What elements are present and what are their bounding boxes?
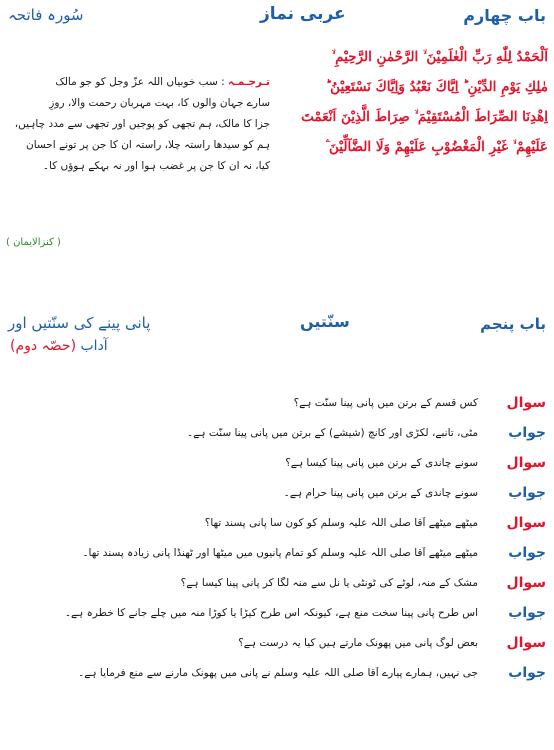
answer-text: جی نہیں، ہمارے پیارے آقا صلی اللہ علیہ وسلم نے پانی میں پھونک مارنے سے منع فرمایا ہے۔ [78, 667, 478, 679]
page-title: عربی نماز [260, 4, 346, 24]
qa-row [6, 418, 546, 448]
qa-row [6, 478, 546, 508]
question-label: سوال [506, 515, 546, 531]
answer-label: جواب [508, 485, 546, 501]
question-text: کس قسم کے برتن میں پانی پینا سنّت ہے؟ [293, 397, 478, 409]
answer-label: جواب [508, 425, 546, 441]
qa-row [6, 628, 546, 658]
section-subtitle-prefix: آداب [80, 338, 108, 354]
question-text: سونے چاندی کے برتن میں پانی پینا کیسا ہے؟ [285, 457, 478, 469]
answer-text: مٹی، تانبے، لکڑی اور کانچ (شیشے) کے برتن میں پانی پینا سنّت ہے۔ [187, 427, 478, 439]
surah-heading: سُورہ فاتحہ [8, 6, 84, 24]
qa-row [6, 598, 546, 628]
section-title: سنّتیں [300, 312, 350, 331]
question-label: سوال [506, 575, 546, 591]
question-label: سوال [506, 395, 546, 411]
answer-label: جواب [508, 665, 546, 681]
answer-text: میٹھے میٹھے آقا صلی اللہ علیہ وسلم کو تمام پانیوں میں میٹھا اور ٹھنڈا پانی زیادہ پسند تھا۔ [82, 547, 478, 559]
translation-source: ( کنزالایمان ) [6, 237, 61, 248]
section-subtitle-line2 [10, 338, 108, 354]
translation-label: تـرجـمـہ [228, 76, 270, 88]
arabic-line: مٰلِكِ يَوْمِ الدِّيْنِ ؕ اِيَّاكَ نَعْبُدُ وَاِيَّاكَ نَسْتَعِيْنُ ؕ [325, 79, 548, 95]
qa-row [6, 448, 546, 478]
arabic-line: اِهْدِنَا الصِّرَاطَ الْمُسْتَقِيْمَ ۙ صِرَاطَ الَّذِيْنَ اَنْعَمْتَ [301, 109, 548, 125]
question-text: بعض لوگ پانی میں پھونک مارتے ہیں کیا یہ درست ہے؟ [238, 637, 478, 649]
question-label: سوال [506, 635, 546, 651]
translation-line: ہم کو سیدھا راستہ چلا، راستہ ان کا جن پر تونے احسان [26, 139, 270, 151]
section-part-label: (حصّہ دوم) [10, 338, 77, 354]
qa-row [6, 388, 546, 418]
answer-label: جواب [508, 605, 546, 621]
translation-block [6, 72, 270, 177]
section-chapter-heading: باب پنجم [480, 315, 546, 333]
qa-row [6, 508, 546, 538]
answer-label: جواب [508, 545, 546, 561]
qa-list [6, 388, 546, 688]
translation-line: : سب خوبیاں اللہ عزّ وجل کو جو مالک [55, 76, 225, 88]
translation-line: کیا، نہ ان کا جن پر غضب ہوا اور نہ بہکے ہوؤں کا۔ [42, 160, 270, 172]
answer-text: اس طرح پانی پینا سخت منع ہے، کیونکہ اس طرح کیڑا یا کوڑا منہ میں چلے جانے کا خطرہ ہے۔ [64, 607, 478, 619]
chapter-heading: باب چهارم [463, 6, 546, 25]
question-text: مشک کے منہ، لوٹے کی ٹونٹی یا نل سے منہ لگا کر پانی پینا کیسا ہے؟ [180, 577, 478, 589]
translation-first-line [6, 72, 270, 93]
qa-row [6, 538, 546, 568]
qa-row [6, 568, 546, 598]
qa-row [6, 658, 546, 688]
question-text: میٹھے میٹھے آقا صلی اللہ علیہ وسلم کو کون سا پانی پسند تھا؟ [204, 517, 478, 529]
section-subtitle-line1: پانی پینے کی سنّتیں اور [8, 314, 151, 332]
translation-line: سارے جہان والوں کا، بہت مہربان رحمت والا، روزِ [49, 97, 270, 109]
answer-text: سونے چاندی کے برتن میں پانی پینا حرام ہے۔ [283, 487, 478, 499]
arabic-line: عَلَيْهِمْ ۙ غَيْرِ الْمَغْضُوْبِ عَلَيْهِمْ وَلَا الضَّآلِّيْنَ ۧ [325, 139, 548, 155]
translation-line: جزا کا مالک، ہم تجھی کو پوجیں اور تجھی سے مدد چاہیں، [14, 118, 270, 130]
question-label: سوال [506, 455, 546, 471]
arabic-line: اَلْحَمْدُ لِلّٰهِ رَبِّ الْعٰلَمِيْنَ ۙ الرَّحْمٰنِ الرَّحِيْمِ ۙ [331, 49, 548, 65]
arabic-text-block [272, 42, 548, 162]
